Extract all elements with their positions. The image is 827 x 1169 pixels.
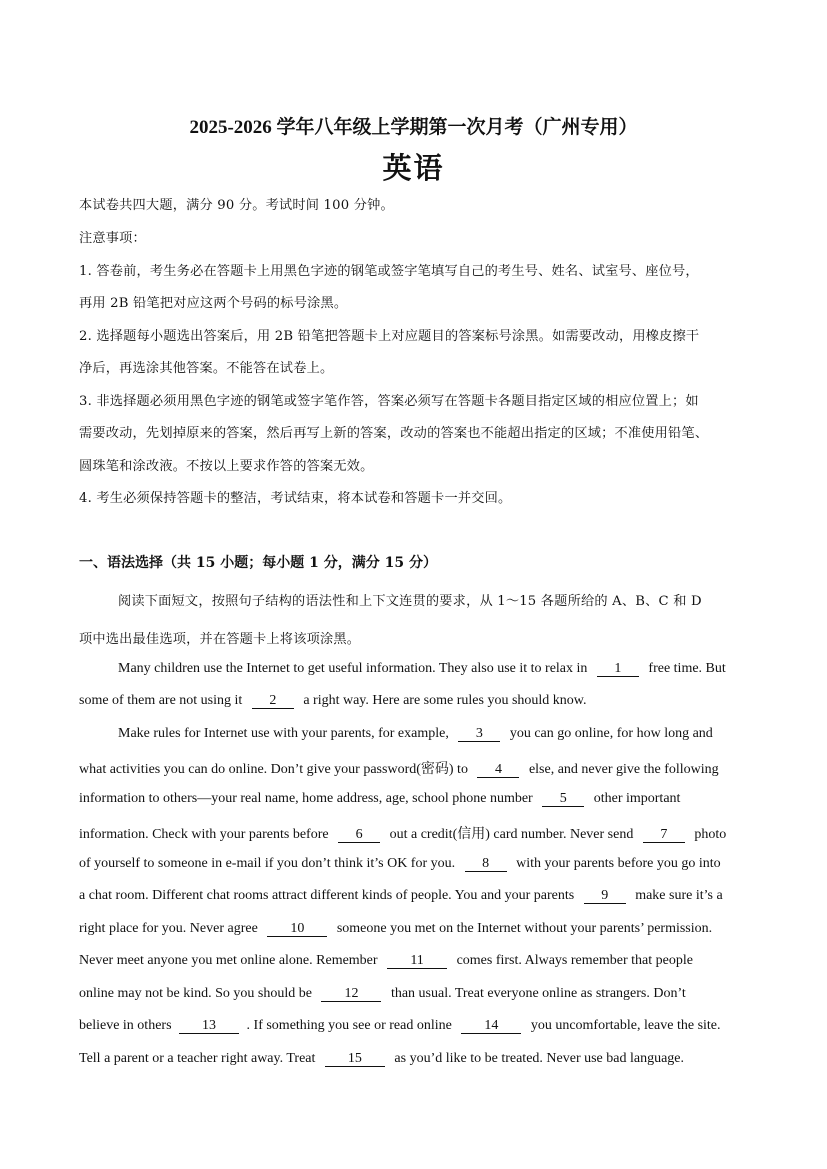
passage-line-4 bbox=[79, 758, 719, 778]
section-1-instruction-line-1: 阅读下面短文，按照句子结构的语法性和上下文连贯的要求，从 1～15 各题所给的 A、B、C 和 D bbox=[118, 594, 702, 609]
exam-title: 2025-2026 学年八年级上学期第一次月考（广州专用） bbox=[189, 117, 638, 138]
blank-12[interactable]: 12 bbox=[321, 987, 381, 1002]
blank-6[interactable]: 6 bbox=[338, 828, 380, 843]
passage-text: than usual. Treat everyone online as strangers. Don’t bbox=[390, 986, 686, 1001]
passage-text: information. Check with your parents before bbox=[79, 827, 329, 842]
blank-1[interactable]: 1 bbox=[597, 662, 639, 677]
blank-14[interactable]: 14 bbox=[461, 1019, 521, 1034]
passage-line-6 bbox=[79, 823, 726, 843]
passage-text: some of them are not using it bbox=[79, 693, 243, 708]
passage-line-10 bbox=[79, 953, 693, 969]
passage-line-2 bbox=[79, 693, 586, 709]
passage-text: you uncomfortable, leave the site. bbox=[530, 1018, 721, 1033]
passage-text: someone you met on the Internet without your parents’ permission. bbox=[336, 921, 713, 936]
passage-line-11 bbox=[79, 986, 686, 1002]
passage-line-9 bbox=[79, 921, 712, 937]
passage-text: Tell a parent or a teacher right away. Treat bbox=[79, 1051, 316, 1066]
blank-10[interactable]: 10 bbox=[267, 922, 327, 937]
blank-3[interactable]: 3 bbox=[458, 727, 500, 742]
notice-2-line-2: 净后，再选涂其他答案。不能答在试卷上。 bbox=[79, 361, 334, 376]
passage-text: online may not be kind. So you should be bbox=[79, 986, 312, 1001]
passage-line-5 bbox=[79, 791, 680, 807]
passage-line-8 bbox=[79, 888, 723, 904]
passage-text: believe in others bbox=[79, 1018, 172, 1033]
passage-text: what activities you can do online. Don’t give your password(密码) to bbox=[79, 762, 468, 777]
blank-2[interactable]: 2 bbox=[252, 694, 294, 709]
passage-text: else, and never give the following bbox=[528, 762, 719, 777]
subject-title: 英语 bbox=[382, 151, 445, 185]
notice-3-line-1: 3. 非选择题必须用黑色字迹的钢笔或签字笔作答，答案必须写在答题卡各题目指定区域的相应位置上；如 bbox=[79, 394, 699, 409]
passage-line-1 bbox=[118, 661, 726, 677]
passage-text: comes first. Always remember that people bbox=[456, 953, 693, 968]
passage-line-13 bbox=[79, 1051, 684, 1067]
passage-text: with your parents before you go into bbox=[516, 856, 721, 871]
passage-text: . If something you see or read online bbox=[246, 1018, 452, 1033]
notice-2-line-1: 2. 选择题每小题选出答案后，用 2B 铅笔把答题卡上对应题目的答案标号涂黑。如需要改动，用橡皮擦干 bbox=[79, 329, 700, 344]
passage-text: of yourself to someone in e-mail if you don’t think it’s OK for you. bbox=[79, 856, 456, 871]
passage-text: right place for you. Never agree bbox=[79, 921, 258, 936]
blank-8[interactable]: 8 bbox=[465, 857, 507, 872]
blank-4[interactable]: 4 bbox=[477, 763, 519, 778]
blank-13[interactable]: 13 bbox=[179, 1019, 239, 1034]
passage-text: make sure it’s a bbox=[635, 888, 723, 903]
passage-text: free time. But bbox=[648, 661, 726, 676]
notice-3-line-3: 圆珠笔和涂改液。不按以上要求作答的答案无效。 bbox=[79, 459, 374, 474]
section-1-instruction-line-2: 项中选出最佳选项，并在答题卡上将该项涂黑。 bbox=[79, 632, 361, 647]
passage-line-3 bbox=[118, 726, 713, 742]
blank-15[interactable]: 15 bbox=[325, 1052, 385, 1067]
passage-text: a right way. Here are some rules you should know. bbox=[303, 693, 587, 708]
notice-3-line-2: 需要改动，先划掉原来的答案，然后再写上新的答案，改动的答案也不能超出指定的区域；不准使用铅笔、 bbox=[79, 426, 709, 441]
notice-heading: 注意事项： bbox=[79, 231, 146, 246]
blank-9[interactable]: 9 bbox=[584, 889, 626, 904]
passage-text: a chat room. Different chat rooms attract different kinds of people. You and your parents bbox=[79, 888, 575, 903]
passage-text: out a credit(信用) card number. Never send bbox=[389, 827, 634, 842]
passage-text: you can go online, for how long and bbox=[509, 726, 713, 741]
notice-4-line-1: 4. 考生必须保持答题卡的整洁，考试结束，将本试卷和答题卡一并交回。 bbox=[79, 491, 512, 506]
blank-7[interactable]: 7 bbox=[643, 828, 685, 843]
passage-line-12 bbox=[79, 1018, 721, 1034]
blank-5[interactable]: 5 bbox=[542, 792, 584, 807]
notice-1-line-1: 1. 答卷前，考生务必在答题卡上用黑色字迹的钢笔或签字笔填写自己的考生号、姓名、试室号、座位号， bbox=[79, 264, 699, 279]
passage-text: other important bbox=[593, 791, 681, 806]
section-1-heading: 一、语法选择（共 15 小题；每小题 1 分，满分 15 分） bbox=[79, 555, 437, 571]
notice-1-line-2: 再用 2B 铅笔把对应这两个号码的标号涂黑。 bbox=[79, 296, 348, 311]
passage-text: as you’d like to be treated. Never use bad language. bbox=[394, 1051, 685, 1066]
passage-text: Make rules for Internet use with your parents, for example, bbox=[118, 726, 449, 741]
passage-text: photo bbox=[694, 827, 727, 842]
passage-text: Never meet anyone you met online alone. Remember bbox=[79, 953, 378, 968]
exam-summary: 本试卷共四大题，满分 90 分。考试时间 100 分钟。 bbox=[79, 198, 394, 213]
blank-11[interactable]: 11 bbox=[387, 954, 447, 969]
passage-text: information to others—your real name, home address, age, school phone number bbox=[79, 791, 533, 806]
passage-text: Many children use the Internet to get useful information. They also use it to relax in bbox=[118, 661, 588, 676]
passage-line-7 bbox=[79, 856, 721, 872]
